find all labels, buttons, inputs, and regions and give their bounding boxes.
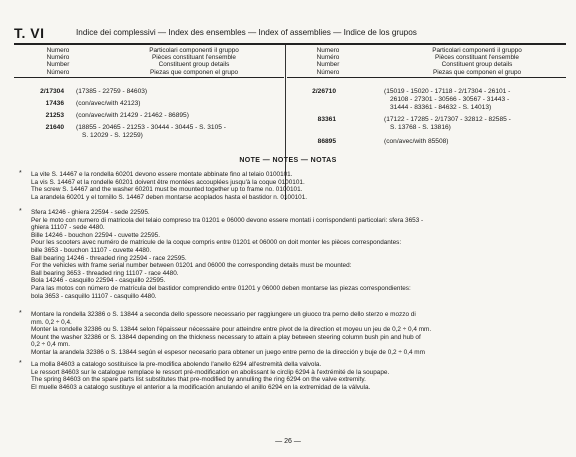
note-line: For the vehicles with frame serial number between 01201 and 06000 the corresponding details must be mounted: bbox=[31, 262, 352, 270]
note-line: Per le moto con numero di matricola del telaio compreso tra 01201 e 06000 devono essere montati i corrispondenti particolari: sfera 3653 - bbox=[31, 216, 424, 224]
note-2 bbox=[31, 209, 571, 300]
note-line: Montar la arandela 32386 o S. 13844 según el espesor necesario para obtener un juego entre perno de la dirección y buje de 0,2 ÷ 0,4 mm bbox=[31, 348, 425, 356]
assembly-parts: (con/avec/with 42123) bbox=[76, 100, 141, 107]
numero-label-fr: Numéro bbox=[46, 54, 70, 62]
note-line: Montare la rondella 32386 o S. 13844 a seconda dello spessore necessario per raggiungere un giuoco tra perno dello sterzo e mozzo di bbox=[31, 311, 416, 318]
numero-label-it: Numero bbox=[316, 47, 340, 54]
title-row bbox=[14, 25, 570, 42]
note-line: Sfera 14246 - ghiera 22594 - sede 22595. bbox=[31, 209, 150, 216]
note-line: Monter la rondelle 32386 ou S. 13844 selon l'épaisseur nécessaire pour atteindre entre pivot de la direction et moyeu un jeu de 0,2 ÷ 0,4 mm. bbox=[31, 326, 432, 334]
note-line: bille 3653 - bouchon 11107 - cuvette 4480. bbox=[31, 246, 152, 254]
note-line: Ball bearing 3653 - threaded ring 11107 - race 4480. bbox=[31, 269, 179, 277]
note-line: La vite S. 14467 e la rondella 60201 devono essere montate abbinate fino al telaio 0100101. bbox=[31, 171, 293, 178]
note-line: Mount the washer 32386 or S. 13844 depending on the thickness necessary to attain a play between steering column bush pin and hub of bbox=[31, 333, 421, 341]
left-header-rule bbox=[14, 77, 284, 78]
assembly-parts: (17385 - 22759 - 84603) bbox=[76, 88, 148, 95]
note-line: ghiera 11107 - sede 4480. bbox=[31, 224, 105, 232]
right-desc-header bbox=[392, 47, 562, 76]
note-line: 0,2 ÷ 0,4 mm. bbox=[31, 341, 71, 349]
desc-label-fr: Pièces constituant l'ensemble bbox=[435, 54, 519, 62]
right-header-rule bbox=[287, 77, 566, 78]
assembly-parts: (con/avec/with 21429 - 21462 - 86895) bbox=[76, 112, 189, 119]
assembly-parts: (18855 - 20465 - 21253 - 30444 - 30445 - S. 3105 - bbox=[76, 124, 226, 131]
assembly-parts: S. 13768 - S. 13816) bbox=[390, 124, 451, 131]
desc-label-fr: Pièces constituant l'ensemble bbox=[152, 54, 236, 62]
note-line: Bille 14246 - bouchon 22594 - cuvette 22595. bbox=[31, 231, 160, 239]
assembly-parts: (15019 - 15020 - 17118 - 2/17304 - 26101 - bbox=[384, 88, 511, 95]
numero-label-es: Número bbox=[316, 68, 340, 76]
numero-label-it: Numero bbox=[46, 47, 70, 54]
left-desc-header bbox=[110, 47, 278, 76]
note-line: La vis S. 14467 et la rondelle 60201 doivent être montées accouplées jusqu'à la coque 0100101. bbox=[31, 178, 305, 186]
assembly-parts: 31444 - 83361 - 84632 - S. 14013) bbox=[390, 104, 492, 111]
numero-label-fr: Numéro bbox=[316, 54, 340, 62]
note-line: La molla 84603 a catalogo sostituisce la pre-modifica abolendo l'anello 6294 all'estremità della valvola. bbox=[31, 361, 322, 368]
header-rule bbox=[14, 43, 566, 45]
note-line: La arandela 60201 y el tornillo S. 14467 deben montarse acoplados hasta el bastidor n. 0100101. bbox=[31, 193, 308, 201]
note-line: Para las motos con número de matrícula del bastidor comprendido entre 01201 y 06000 deben montarse las piezas correspondientes: bbox=[31, 284, 411, 292]
note-marker: * bbox=[19, 170, 22, 177]
note-line: Ball bearing 14246 - threaded ring 22594 - race 22595. bbox=[31, 254, 187, 262]
note-4 bbox=[31, 361, 571, 391]
assembly-parts: (17122 - 17285 - 2/17307 - 32812 - 82585 - bbox=[384, 116, 511, 123]
assembly-number: 21640 bbox=[45, 124, 64, 131]
index-titles: Indice dei complessivi — Index des ensembles — Index of assemblies — Indice de los grupos bbox=[76, 28, 417, 37]
assembly-number: 86895 bbox=[317, 138, 336, 145]
note-line: Pour les scooters avec numéro de matricule de la coque compris entre 01201 et 06000 on doit monter les pièces correspondantes: bbox=[31, 239, 402, 247]
note-3 bbox=[31, 311, 571, 357]
desc-label-it: Particolari componenti il gruppo bbox=[149, 47, 239, 54]
desc-label-it: Particolari componenti il gruppo bbox=[432, 47, 522, 54]
numero-label-es: Número bbox=[46, 68, 70, 76]
assembly-parts: 26108 - 27301 - 30566 - 30567 - 31443 - bbox=[390, 96, 510, 103]
note-marker: * bbox=[19, 360, 22, 367]
assembly-number: 17436 bbox=[45, 100, 64, 107]
note-line: The spring 84603 on the spare parts list substitutes that pre-modified by annulling the ring 6294 on the valve extremity. bbox=[31, 376, 366, 384]
desc-label-en: Constituent group details bbox=[441, 61, 513, 69]
assembly-number: 83361 bbox=[317, 116, 336, 123]
assembly-parts: (con/avec/with 85508) bbox=[384, 138, 449, 145]
desc-label-es: Piezas que componen el grupo bbox=[149, 68, 239, 76]
note-line: bola 3653 - casquillo 11107 - casquillo 4480. bbox=[31, 292, 157, 300]
left-number-header bbox=[28, 47, 88, 76]
note-1 bbox=[31, 171, 571, 201]
note-line: The screw S. 14467 and the washer 60201 must be mounted together up to frame no. 0100101. bbox=[31, 186, 303, 194]
note-line: mm. 0,2 ÷ 0,4. bbox=[31, 318, 72, 326]
desc-label-es: Piezas que componen el grupo bbox=[432, 68, 522, 76]
right-number-header bbox=[298, 47, 358, 76]
note-marker: * bbox=[19, 310, 22, 317]
table-number: T. VI bbox=[14, 25, 45, 41]
page-number: — 26 — bbox=[275, 438, 301, 445]
note-line: Bola 14246 - casquillo 22594 - casquillo 22595. bbox=[31, 277, 166, 285]
assembly-number: 2/17304 bbox=[40, 88, 64, 95]
desc-label-en: Constituent group details bbox=[158, 61, 230, 69]
numero-label-en: Number bbox=[316, 61, 340, 69]
assembly-parts: S. 12029 - S. 12259) bbox=[82, 132, 143, 139]
assembly-number: 2/26710 bbox=[312, 88, 336, 95]
note-line: Le ressort 84603 sur le catalogue remplace le ressort pré-modification en abolissant le circlip 6294 à l'extrémité de la soupape. bbox=[31, 368, 390, 376]
numero-label-en: Number bbox=[46, 61, 70, 69]
note-line: El muelle 84603 a catalogo sustituye el anterior a la modificación anulando el anillo 6294 en la extremidad de la válvula. bbox=[31, 383, 371, 391]
notes-heading: NOTE — NOTES — NOTAS bbox=[239, 157, 337, 164]
assembly-number: 21253 bbox=[45, 112, 64, 119]
note-marker: * bbox=[19, 208, 22, 215]
